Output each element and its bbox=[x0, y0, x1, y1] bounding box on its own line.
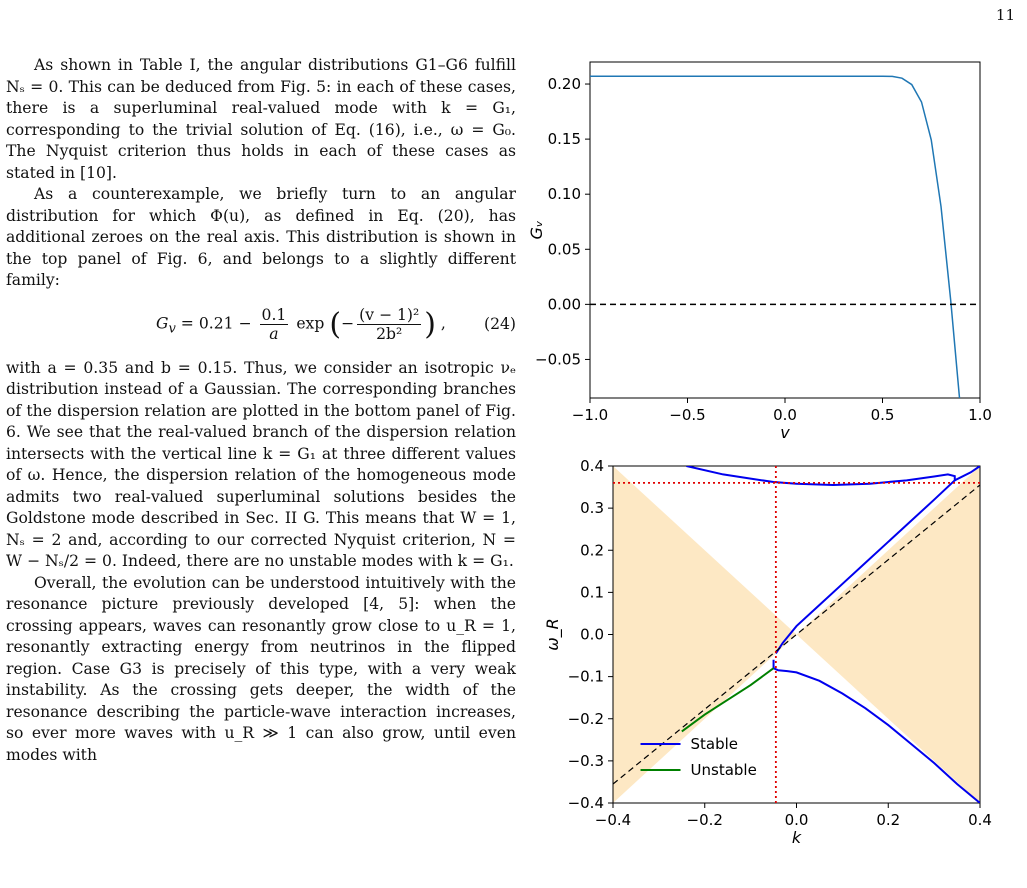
paragraph-2: As a counterexample, we briefly turn to an angular distribution for which Φ(u), as defined in Eq. (20), has additional zeroes on the real axis. This distribution is shown in the top panel of Fig. 6, and belongs to a slightly different family: bbox=[6, 185, 516, 289]
shaded-region-right bbox=[797, 466, 981, 803]
eq-frac-den: a bbox=[269, 325, 279, 343]
y-axis-label: Gᵥ bbox=[527, 220, 546, 240]
eq-const: = 0.21 − bbox=[180, 314, 252, 333]
y-tick-label: 0.00 bbox=[547, 295, 581, 314]
paragraph-3: with a = 0.35 and b = 0.15. Thus, we consider an isotropic νₑ distribution instead of a Gaussian. The corresponding branches of the dispersion relation are plotted in the bottom panel of Fig. 6. We see that the real-valued branch of the dispersion relation intersects with the vertical line k = G₁ at three different values of ω. Hence, the dispersion relation of the homogeneous mode admits two real-valued superluminal solutions besides the Goldstone mode described in Sec. II G. This means that W = 1, Nₛ = 2 and, according to our corrected Nyquist criterion, N = W − Nₛ/2 = 0. Indeed, there are no unstable modes with k = G₁. bbox=[6, 358, 516, 570]
x-tick-label: −0.5 bbox=[669, 406, 706, 424]
equation-24 bbox=[6, 292, 516, 358]
paragraph-4: Overall, the evolution can be understood intuitively with the resonance picture previously developed [4, 5]: when the crossing appears, waves can resonantly grow close to u_R = 1, resonantly extracting energy from neutrinos in the flipped region. Case G3 is precisely of this type, with a very weak instability. As the crossing gets deeper, the width of the resonance describing the particle-wave interaction increases, so ever more waves with u_R ≫ 1 can also grow, until even modes with bbox=[6, 573, 516, 764]
equation-number: (24) bbox=[483, 314, 516, 333]
y-tick-label: −0.1 bbox=[567, 667, 604, 686]
plot-frame bbox=[590, 62, 980, 398]
legend-label-unstable: Unstable bbox=[690, 761, 757, 780]
equation-body: $G_v = 0.21$ − $\frac{0.1}{a}$ exp (− $\frac{\text{(v − 1)²}}{\text{2b²}}$ ) , bbox=[156, 306, 446, 343]
y-tick-label: 0.05 bbox=[547, 240, 581, 259]
eq-sub: v bbox=[168, 321, 176, 337]
page-number: 11 bbox=[995, 6, 1015, 24]
y-tick-label: −0.3 bbox=[567, 751, 604, 770]
chart-top-distribution bbox=[527, 60, 1020, 460]
y-tick-label: −0.05 bbox=[535, 350, 581, 369]
y-tick-label: 0.0 bbox=[580, 625, 604, 644]
y-axis-label: ω_R bbox=[543, 618, 562, 651]
eq-inner-num: (v − 1)² bbox=[359, 306, 420, 324]
eq-lhs: G bbox=[156, 314, 169, 333]
x-tick-label: −0.4 bbox=[594, 811, 632, 829]
y-tick-label: 0.15 bbox=[547, 130, 581, 149]
y-tick-label: 0.20 bbox=[547, 75, 581, 94]
y-tick-label: −0.4 bbox=[567, 794, 604, 812]
x-tick-label: 1.0 bbox=[968, 406, 992, 424]
x-tick-label: 0.4 bbox=[968, 811, 992, 829]
x-tick-label: 0.0 bbox=[784, 811, 809, 829]
y-tick-label: 0.3 bbox=[580, 499, 604, 518]
eq-exp: exp bbox=[296, 314, 325, 333]
x-tick-label: −1.0 bbox=[571, 406, 609, 424]
eq-inner-fraction bbox=[357, 306, 421, 343]
y-tick-label: 0.1 bbox=[580, 583, 604, 602]
x-tick-label: 0.5 bbox=[870, 406, 895, 424]
eq-inner-den: 2b² bbox=[376, 325, 403, 343]
y-tick-label: 0.2 bbox=[580, 541, 604, 560]
y-tick-label: −0.2 bbox=[567, 709, 604, 728]
x-tick-label: 0.0 bbox=[773, 406, 797, 424]
eq-fraction bbox=[260, 306, 289, 343]
x-axis-label: v bbox=[780, 423, 790, 442]
y-tick-label: 0.4 bbox=[580, 457, 604, 475]
y-tick-label: 0.10 bbox=[547, 185, 581, 204]
x-tick-label: 0.2 bbox=[876, 811, 901, 829]
paragraph-1: As shown in Table I, the angular distributions G1–G6 fulfill Nₛ = 0. This can be deduced from Fig. 5: in each of these cases, there is a superluminal real-valued mode with k = G₁, corresponding to the trivial solution of Eq. (16), i.e., ω = G₀. The Nyquist criterion thus holds in each of these cases as stated in [10]. bbox=[6, 56, 516, 182]
text-column bbox=[6, 55, 516, 766]
legend-label-stable: Stable bbox=[690, 735, 739, 754]
chart-bottom-dispersion bbox=[530, 458, 1020, 858]
x-tick-label: −0.2 bbox=[686, 811, 723, 829]
eq-frac-num: 0.1 bbox=[261, 306, 287, 324]
x-axis-label: k bbox=[791, 828, 802, 847]
